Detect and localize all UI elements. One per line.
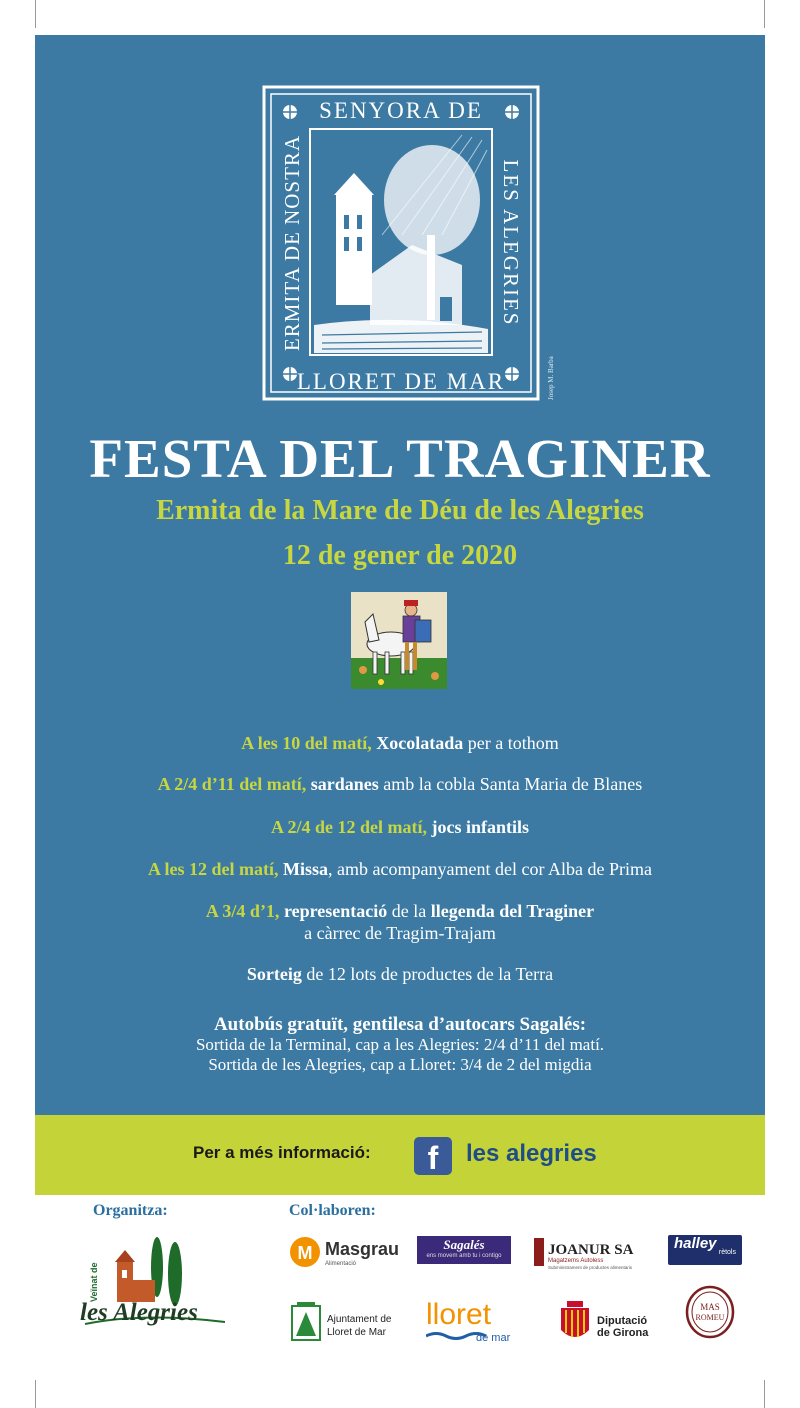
- bus-info: [35, 1015, 765, 1075]
- poster-subtitle: Ermita de la Mare de Déu de les Alegries: [156, 495, 644, 526]
- program-item: A les 12 del matí, Missa, amb acompanyament del cor Alba de Prima: [148, 859, 652, 879]
- crop-mark: [35, 1380, 36, 1408]
- traginer-illustration: [351, 592, 447, 689]
- svg-text:Ajuntament de: Ajuntament de: [327, 1314, 392, 1325]
- lloret-de-mar-logo: lloret de mar: [426, 1298, 511, 1344]
- svg-text:Diputació: Diputació: [597, 1315, 648, 1327]
- svg-text:Subministrament de productes a: Subministrament de productes alimentaris: [548, 1265, 633, 1270]
- logo-veinat-text: Veïnat de: [89, 1262, 99, 1302]
- program-item: A 2/4 de 12 del matí, jocs infantils: [270, 817, 529, 837]
- diputacio-girona-logo: [557, 1300, 667, 1346]
- emblem-left-text: ERMITA DE NOSTRA: [280, 134, 304, 352]
- info-label: Per a més informació:: [193, 1143, 371, 1162]
- info-band: [35, 1115, 765, 1195]
- program-item: Sorteig de 12 lots de productes de la Terra: [246, 964, 554, 984]
- masgrau-logo: [289, 1235, 404, 1269]
- artist-credit: Josep M. Barba: [547, 356, 555, 400]
- crop-mark: [35, 0, 36, 28]
- poster: [35, 35, 765, 1115]
- svg-text:Masgrau: Masgrau: [325, 1239, 400, 1259]
- svg-text:M: M: [297, 1243, 313, 1263]
- organitza-label: Organitza:: [93, 1202, 168, 1219]
- emblem-top-text: SENYORA DE: [319, 98, 483, 123]
- collaboren-label: Col·laboren:: [289, 1202, 376, 1219]
- event-date: 12 de gener de 2020: [282, 540, 518, 571]
- emblem-bottom-text: LLORET DE MAR: [296, 369, 506, 394]
- svg-text:MAS: MAS: [700, 1302, 720, 1312]
- svg-text:Alimentació: Alimentació: [325, 1261, 357, 1267]
- joanur-logo: [532, 1234, 657, 1272]
- halley-logo: halley rètols: [668, 1235, 742, 1265]
- program-item: A 3/4 d’1, representació de la llegenda del Traginer a càrrec de Tragim-Trajam: [205, 901, 595, 943]
- bus-title: Autobús gratuït, gentilesa d’autocars Sagalés:: [213, 1014, 587, 1035]
- bus-line: Sortida de la Terminal, cap a les Alegries: 2/4 d’11 del matí.: [195, 1035, 605, 1054]
- program-item: A les 10 del matí, Xocolatada per a tothom: [241, 733, 559, 753]
- bus-line: Sortida de les Alegries, cap a Lloret: 3/4 de 2 del migdia: [208, 1055, 592, 1074]
- svg-text:Lloret de Mar: Lloret de Mar: [327, 1327, 386, 1338]
- crop-mark: [764, 0, 765, 28]
- program-item: A 2/4 d’11 del matí, sardanes amb la cobla Santa Maria de Blanes: [157, 774, 643, 794]
- svg-text:Magatzems Autoless: Magatzems Autoless: [548, 1258, 604, 1264]
- logo-alegries-text: les Alegries: [80, 1299, 198, 1326]
- poster-title: FESTA DEL TRAGINER: [89, 428, 711, 489]
- mas-romeu-logo: [685, 1285, 735, 1339]
- svg-text:ROMEU: ROMEU: [695, 1313, 725, 1322]
- hermitage-emblem: [262, 85, 540, 401]
- crop-mark: [764, 1380, 765, 1408]
- svg-text:de Girona: de Girona: [597, 1327, 649, 1339]
- facebook-page-link[interactable]: les alegries: [466, 1140, 597, 1167]
- svg-text:JOANUR SA: JOANUR SA: [548, 1242, 634, 1258]
- sagales-logo: Sagalés ens movem amb tu i contigo: [417, 1236, 511, 1264]
- facebook-icon[interactable]: f: [414, 1137, 452, 1175]
- emblem-right-text: LES ALEGRIES: [499, 159, 523, 327]
- ajuntament-lloret-logo: [289, 1300, 404, 1346]
- veinat-les-alegries-logo: [75, 1232, 230, 1350]
